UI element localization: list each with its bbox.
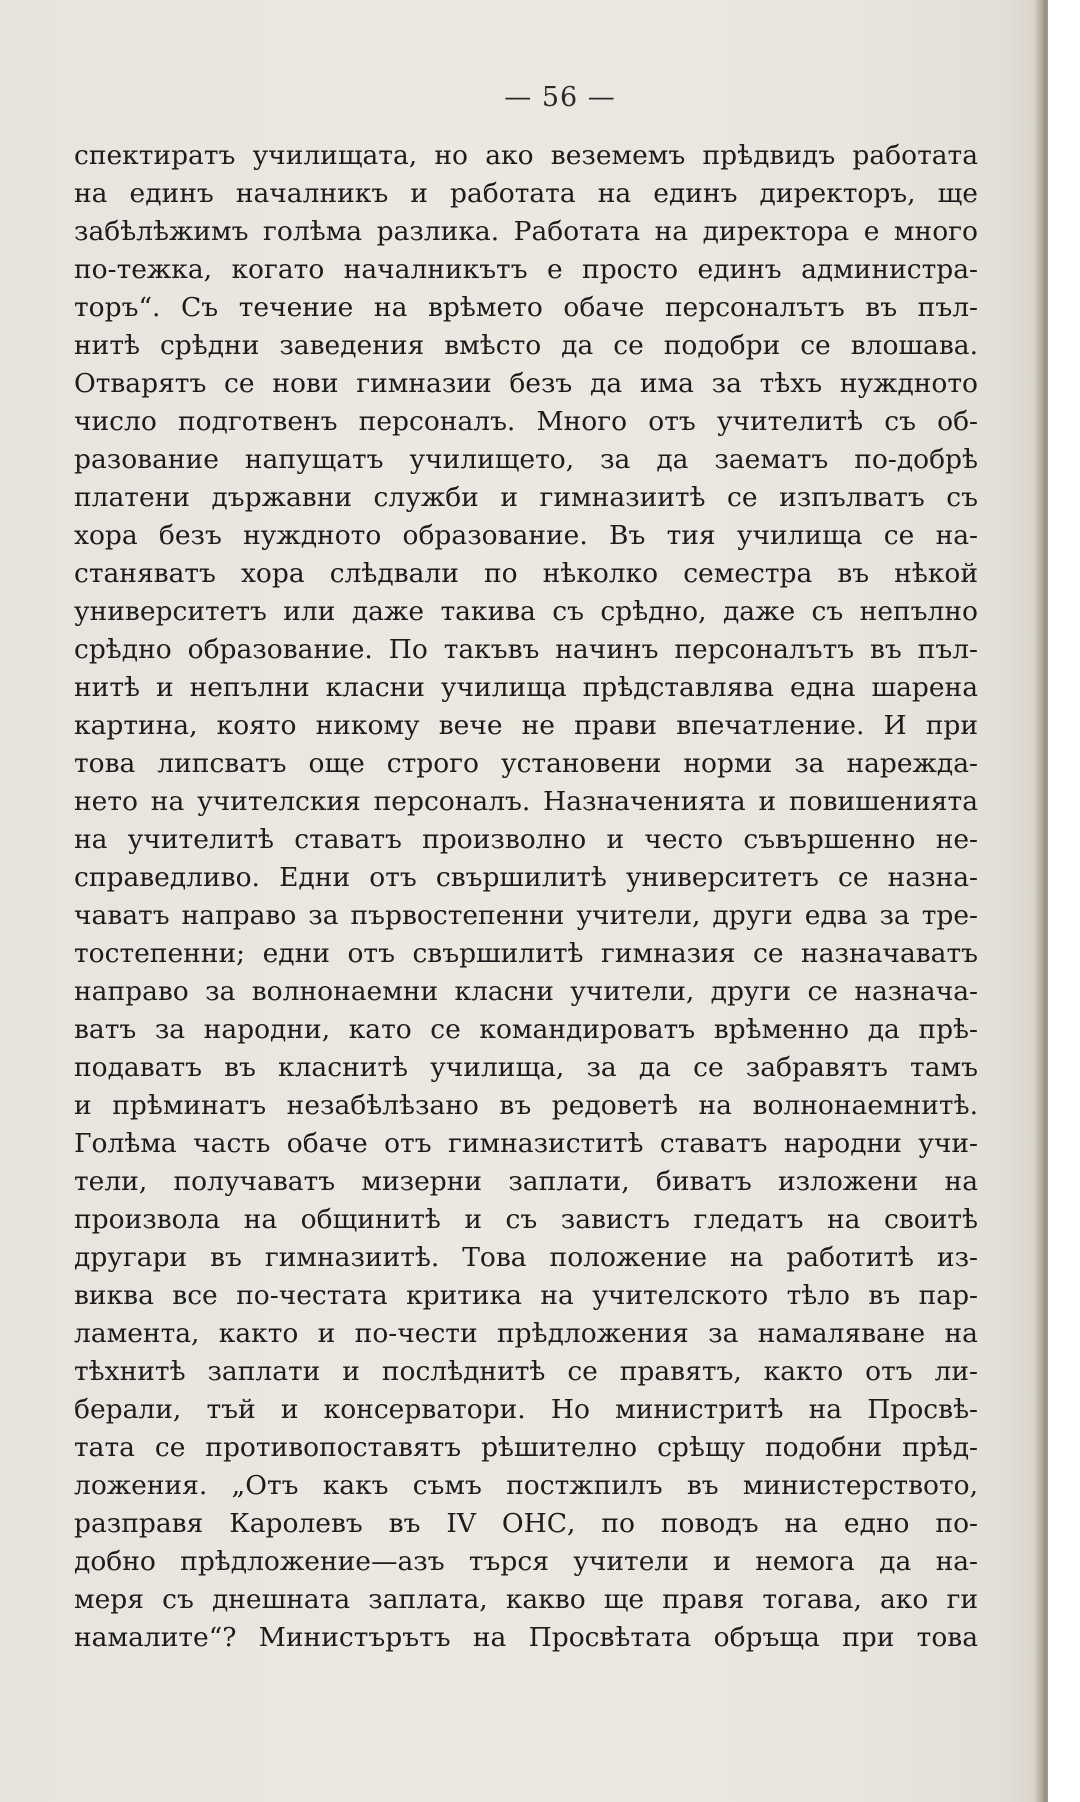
text-line: тостепенни; едни отъ свършилитѣ гимназия се назначаватъ	[74, 938, 978, 969]
text-line: забѣлѣжимъ голѣма разлика. Работата на директора е много	[74, 216, 978, 247]
text-line: ламента, както и по-чести прѣдложения за намаляване на	[74, 1318, 978, 1349]
text-line: на учителитѣ ставатъ произволно и често съвършенно не-	[74, 824, 978, 855]
text-line: число подготвенъ персоналъ. Много отъ учителитѣ съ об-	[74, 406, 978, 437]
text-line: разование напущатъ училището, за да заематъ по-добрѣ	[74, 444, 978, 475]
text-line: меря съ днешната заплата, какво ще правя тогава, ако ги	[74, 1584, 978, 1615]
text-line: справедливо. Едни отъ свършилитѣ университетъ се назна-	[74, 862, 978, 893]
text-line: разправя Каролевъ въ IV ОНС, по поводъ на едно по-	[74, 1508, 978, 1539]
text-line: станяватъ хора слѣдвали по нѣколко семестра въ нѣкой	[74, 558, 978, 589]
text-line: тѣхнитѣ заплати и послѣднитѣ се правятъ, както отъ ли-	[74, 1356, 978, 1387]
text-line: добно прѣдложение—азъ търся учители и немога да на-	[74, 1546, 978, 1577]
text-line: торъ“. Съ течение на врѣмето обаче персоналътъ въ пъл-	[74, 292, 978, 323]
text-line: чаватъ направо за първостепенни учители, други едва за тре-	[74, 900, 978, 931]
text-line: нитѣ и непълни класни училища прѣдставлява една шарена	[74, 672, 978, 703]
text-line: ложения. „Отъ какъ съмъ постжпилъ въ министерството,	[74, 1470, 978, 1501]
text-line: картина, която никому вече не прави впечатление. И при	[74, 710, 978, 741]
text-line: университетъ или даже такива съ срѣдно, даже съ непълно	[74, 596, 978, 627]
text-line: берали, тъй и консерватори. Но министритѣ на Просвѣ-	[74, 1394, 978, 1425]
text-line: подаватъ въ класнитѣ училища, за да се забравятъ тамъ	[74, 1052, 978, 1083]
text-line: спектиратъ училищата, но ако веземемъ прѣдвидъ работата	[74, 140, 978, 171]
text-line: и прѣминатъ незабѣлѣзано въ редоветѣ на волнонаемнитѣ.	[74, 1090, 978, 1121]
text-line: Голѣма часть обаче отъ гимназиститѣ ставатъ народни учи-	[74, 1128, 978, 1159]
page-number: — 56 —	[504, 82, 616, 113]
page-edge-shadow	[1034, 0, 1048, 1802]
text-line: нето на учителския персоналъ. Назначенията и повишенията	[74, 786, 978, 817]
text-line: нитѣ срѣдни заведения вмѣсто да се подобри се влошава.	[74, 330, 978, 361]
text-line: произвола на общинитѣ и съ завистъ гледатъ на своитѣ	[74, 1204, 978, 1235]
text-line: това липсватъ още строго установени норми за нарежда-	[74, 748, 978, 779]
text-line: направо за волнонаемни класни учители, други се назнача-	[74, 976, 978, 1007]
text-line: хора безъ нуждното образование. Въ тия училища се на-	[74, 520, 978, 551]
text-line: ватъ за народни, като се командироватъ врѣменно да прѣ-	[74, 1014, 978, 1045]
text-line: тата се противопоставятъ рѣшително срѣщу подобни прѣд-	[74, 1432, 978, 1463]
text-line: тели, получаватъ мизерни заплати, биватъ изложени на	[74, 1166, 978, 1197]
text-line: намалите“? Министърътъ на Просвѣтата обръща при това	[74, 1622, 978, 1653]
text-line: платени държавни служби и гимназиитѣ се изпълватъ съ	[74, 482, 978, 513]
text-line: виква все по-честата критика на учителското тѣло въ пар-	[74, 1280, 978, 1311]
text-line: другари въ гимназиитѣ. Това положение на работитѣ из-	[74, 1242, 978, 1273]
text-line: на единъ началникъ и работата на единъ директоръ, ще	[74, 178, 978, 209]
text-line: срѣдно образование. По такъвъ начинъ персоналътъ въ пъл-	[74, 634, 978, 665]
text-line: по-тежка, когато началникътъ е просто единъ администра-	[74, 254, 978, 285]
text-line: Отварятъ се нови гимназии безъ да има за тѣхъ нуждното	[74, 368, 978, 399]
